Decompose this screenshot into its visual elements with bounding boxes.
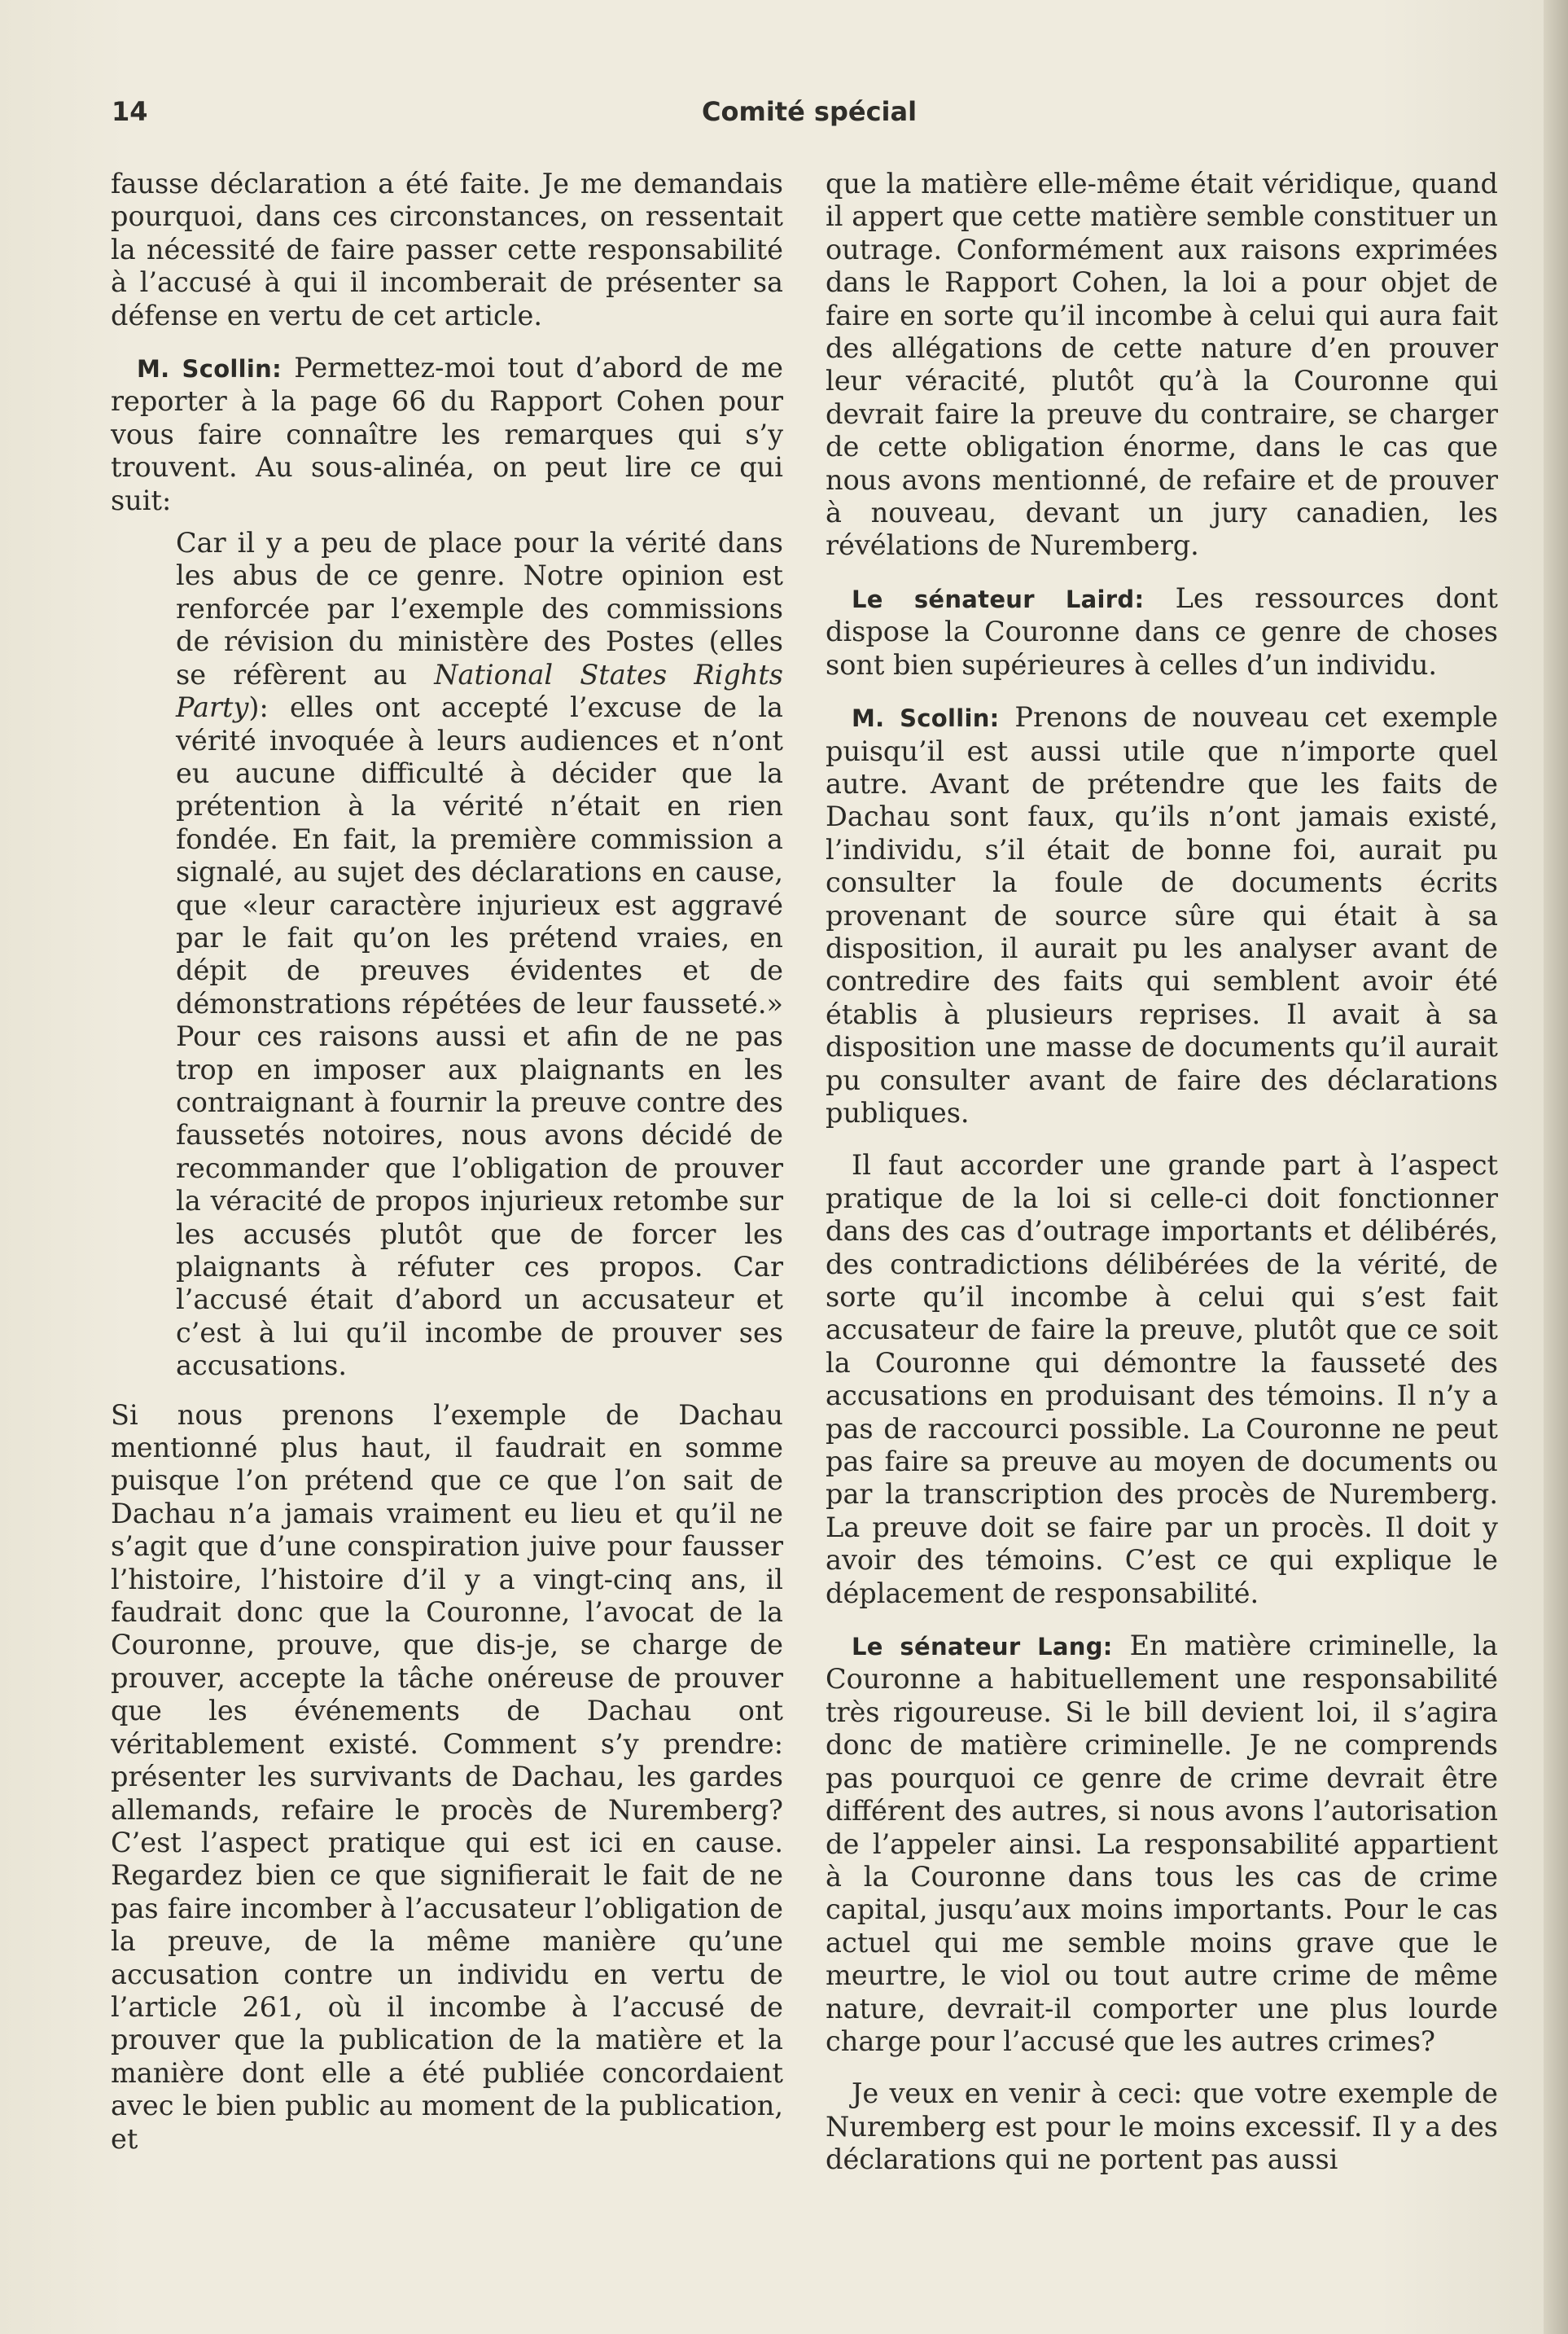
quote-italic-title: National States Rights Party	[176, 658, 784, 724]
paragraph: Je veux en venir à ceci: que votre exemple de Nuremberg est pour le moins excessif. Il y a des déclarations qui ne portent pas aussi	[826, 2077, 1498, 2176]
paragraph: que la matière elle-même était véridique, quand il appert que cette matière semble constituer un outrage. Conformément aux raisons exprimées dans le Rapport Cohen, la loi a pour objet de faire en sorte qu’il incombe à celui qui aura fait des allégations de cette nature d’en prouver leur véracité, plutôt qu’à la Couronne qui devrait faire la preuve du contraire, se charger de cette obligation énorme, dans le cas que nous avons mentionné, de refaire et de prouver à nouveau, devant un jury canadien, les révélations de Nuremberg.	[826, 168, 1498, 562]
speaker-name: M. Scollin:	[137, 355, 282, 384]
speaker-name: Le sénateur Lang:	[852, 1633, 1113, 1661]
paragraph: Si nous prenons l’exemple de Dachau mentionné plus haut, il faudrait en somme puisque l’on prétend que ce que l’on sait de Dachau n’a jamais vraiment eu lieu et qu’il ne s’agit que d’une conspiration juive pour fausser l’histoire, l’histoire d’il y a vingt-cinq ans, il faudrait donc que la Couronne, l’avocat de la Couronne, prouve, que dis-je, se charge de prouver, accepte la tâche onéreuse de prouver que les événements de Dachau ont véritablement existé. Comment s’y prendre: présenter les survivants de Dachau, les gardes allemands, refaire le procès de Nuremberg? C’est l’aspect pratique qui est ici en cause. Regardez bien ce que signifierait le fait de ne pas faire incomber à l’accusateur l’obligation de la preuve, de la même manière qu’une accusation contre un individu en vertu de l’article 261, où il incombe à l’accusé de prouver que la publication de la matière et la manière dont elle a été publiée concordaient avec le bien public au moment de la publication, et	[111, 1398, 783, 2155]
page-number: 14	[112, 96, 148, 127]
running-head	[112, 96, 1487, 137]
paragraph	[826, 1630, 1498, 2058]
page-binding-edge	[1544, 0, 1568, 2334]
paragraph-text: Permettez-moi tout d’abord de me reporter à la page 66 du Rapport Cohen pour vous faire connaître les remarques qui s’y trouvent. Au sous-alinéa, on peut lire ce qui suit:	[111, 352, 783, 516]
block-quote	[176, 527, 783, 1383]
paragraph: Il faut accorder une grande part à l’aspect pratique de la loi si celle-ci doit fonctionner dans des cas d’outrage importants et délibérés, des contradictions délibérées de la vérité, de sorte qu’il incombe à celui qui s’est fait accusateur de faire la preuve, plutôt que ce soit la Couronne qui démontre la fausseté des accusations en produisant des témoins. Il n’y a pas de raccourci possible. La Couronne ne peut pas faire sa preuve au moyen de documents ou par la transcription des procès de Nuremberg. La preuve doit se faire par un procès. Il doit y avoir des témoins. C’est ce qui explique le déplacement de responsabilité.	[826, 1149, 1498, 1609]
paragraph	[826, 701, 1498, 1130]
quote-text: Car il y a peu de place pour la vérité dans les abus de ce genre. Notre opinion est renforcée par l’exemple des commissions de révision du ministère des Postes (elles se réfèrent au	[176, 527, 783, 691]
paragraph-text: Prenons de nouveau cet exemple puisqu’il est aussi utile que n’importe quel autre. Avant de prétendre que les faits de Dachau sont faux, qu’ils n’ont jamais existé, l’individu, s’il était de bonne foi, aurait pu consulter la foule de documents écrits provenant de source sûre qui était à sa disposition, il aurait pu les analyser avant de contredire des faits qui semblent avoir été établis à plusieurs reprises. Il avait à sa disposition une masse de documents qu’il aurait pu consulter avant de faire des déclarations publiques.	[826, 701, 1498, 1129]
paragraph: fausse déclaration a été faite. Je me demandais pourquoi, dans ces circonstances, on ressentait la nécessité de faire passer cette responsabilité à l’accusé à qui il incomberait de présenter sa défense en vertu de cet article.	[111, 168, 783, 331]
left-column	[111, 168, 783, 2175]
speaker-name: M. Scollin:	[852, 704, 1000, 733]
right-column	[826, 168, 1498, 2196]
quote-text: ): elles ont accepté l’excuse de la vérité invoquée à leurs audiences et n’ont eu aucune difficulté à décider que la prétention à la vérité n’était en rien fondée. En fait, la première commission a signalé, au sujet des déclarations en cause, que «leur caractère injurieux est aggravé par le fait qu’on les prétend vraies, en dépit de preuves évidentes et de démonstrations répétées de leur fausseté.» Pour ces raisons aussi et afin de ne pas trop en imposer aux plaignants en les contraignant à fournir la preuve contre des faussetés notoires, nous avons décidé de recommander que l’obligation de prouver la véracité de propos injurieux retombe sur les accusés plutôt que de forcer les plaignants à réfuter ces propos. Car l’accusé était d’abord un accusateur et c’est à lui qu’il incombe de prouver ses accusations.	[176, 691, 783, 1382]
header-title: Comité spécial	[702, 96, 918, 127]
paragraph	[111, 352, 783, 517]
paragraph-text: En matière criminelle, la Couronne a habituellement une responsabilité très rigoureuse. Si le bill devient loi, il s’agira donc de matière criminelle. Je ne comprends pas pourquoi ce genre de crime devrait être différent des autres, si nous avons l’autorisation de l’appeler ainsi. La responsabilité appartient à la Couronne dans tous les cas de crime capital, jusqu’aux moins importants. Pour le cas actuel qui me semble moins grave que le meurtre, le viol ou tout autre crime de même nature, devrait-il comporter une plus lourde charge pour l’accusé que les autres crimes?	[826, 1630, 1498, 2057]
speaker-name: Le sénateur Laird:	[852, 585, 1145, 613]
paragraph-text: Les ressources dont dispose la Couronne dans ce genre de choses sont bien supérieures à celles d’un individu.	[826, 581, 1498, 681]
paragraph	[826, 582, 1498, 682]
